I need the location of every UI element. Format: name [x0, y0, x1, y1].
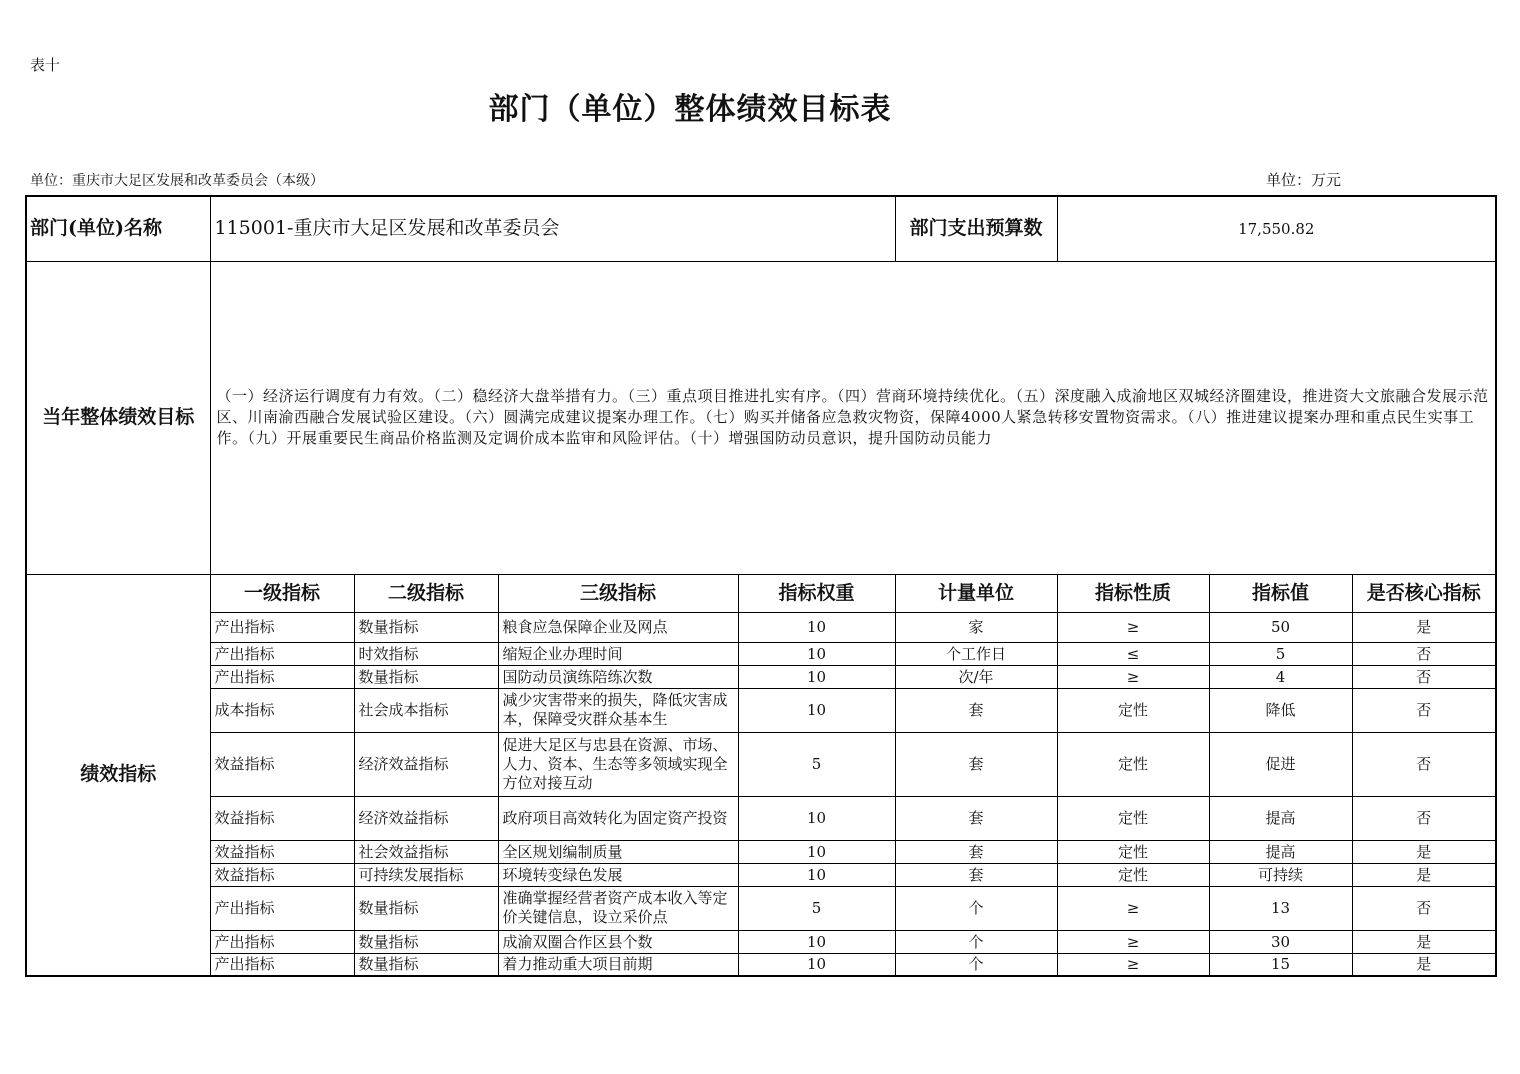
- cell-core: 是: [1352, 840, 1496, 863]
- table-row: [26, 688, 1496, 732]
- cell-nature: ≤: [1057, 642, 1209, 665]
- table-number: 表十: [30, 56, 61, 74]
- cell-unit: 套: [895, 732, 1057, 796]
- goal-label: 当年整体绩效目标: [26, 261, 210, 574]
- cell-unit: 个: [895, 953, 1057, 976]
- cell-core: 否: [1352, 796, 1496, 840]
- cell-unit: 套: [895, 688, 1057, 732]
- cell-level2: 数量指标: [354, 953, 498, 976]
- cell-level1: 效益指标: [210, 863, 354, 886]
- cell-level1: 产出指标: [210, 612, 354, 642]
- dept-name-value: 115001-重庆市大足区发展和改革委员会: [210, 196, 895, 261]
- column-header: 是否核心指标: [1352, 574, 1496, 612]
- cell-level3: 政府项目高效转化为固定资产投资: [498, 796, 738, 840]
- cell-weight: 10: [738, 612, 895, 642]
- cell-core: 否: [1352, 732, 1496, 796]
- cell-level1: 效益指标: [210, 796, 354, 840]
- cell-level3: 促进大足区与忠县在资源、市场、人力、资本、生态等多领域实现全方位对接互动: [498, 732, 738, 796]
- cell-weight: 10: [738, 840, 895, 863]
- cell-value: 30: [1209, 930, 1352, 953]
- cell-unit: 家: [895, 612, 1057, 642]
- cell-value: 可持续: [1209, 863, 1352, 886]
- cell-value: 5: [1209, 642, 1352, 665]
- cell-unit: 个: [895, 886, 1057, 930]
- column-header: 二级指标: [354, 574, 498, 612]
- table-row: [26, 642, 1496, 665]
- cell-level2: 社会效益指标: [354, 840, 498, 863]
- cell-unit: 套: [895, 863, 1057, 886]
- cell-level2: 数量指标: [354, 612, 498, 642]
- table-row: [26, 796, 1496, 840]
- budget-label: 部门支出预算数: [895, 196, 1057, 261]
- cell-nature: ≥: [1057, 665, 1209, 688]
- cell-value: 15: [1209, 953, 1352, 976]
- cell-unit: 套: [895, 840, 1057, 863]
- cell-core: 是: [1352, 930, 1496, 953]
- cell-weight: 5: [738, 732, 895, 796]
- cell-level3: 准确掌握经营者资产成本收入等定价关键信息，设立采价点: [498, 886, 738, 930]
- cell-level2: 可持续发展指标: [354, 863, 498, 886]
- cell-level1: 效益指标: [210, 732, 354, 796]
- dept-name-label: 部门(单位)名称: [26, 196, 210, 261]
- cell-level2: 数量指标: [354, 930, 498, 953]
- table-row: [26, 953, 1496, 976]
- cell-level1: 效益指标: [210, 840, 354, 863]
- cell-level2: 经济效益指标: [354, 732, 498, 796]
- cell-level2: 数量指标: [354, 886, 498, 930]
- cell-nature: ≥: [1057, 612, 1209, 642]
- table-row: [26, 665, 1496, 688]
- cell-level3: 缩短企业办理时间: [498, 642, 738, 665]
- cell-value: 提高: [1209, 796, 1352, 840]
- table-row: [26, 840, 1496, 863]
- cell-level3: 成渝双圈合作区县个数: [498, 930, 738, 953]
- cell-value: 13: [1209, 886, 1352, 930]
- cell-value: 50: [1209, 612, 1352, 642]
- column-header: 指标权重: [738, 574, 895, 612]
- column-header: 指标值: [1209, 574, 1352, 612]
- column-header: 一级指标: [210, 574, 354, 612]
- unit-currency: 单位：万元: [1266, 171, 1342, 189]
- cell-core: 否: [1352, 642, 1496, 665]
- cell-core: 否: [1352, 665, 1496, 688]
- cell-level1: 产出指标: [210, 930, 354, 953]
- column-header: 三级指标: [498, 574, 738, 612]
- cell-core: 是: [1352, 863, 1496, 886]
- cell-level2: 社会成本指标: [354, 688, 498, 732]
- cell-level1: 产出指标: [210, 642, 354, 665]
- cell-weight: 10: [738, 688, 895, 732]
- cell-level2: 时效指标: [354, 642, 498, 665]
- cell-value: 4: [1209, 665, 1352, 688]
- cell-level3: 粮食应急保障企业及网点: [498, 612, 738, 642]
- cell-value: 降低: [1209, 688, 1352, 732]
- table-row: [26, 886, 1496, 930]
- table-row: [26, 863, 1496, 886]
- cell-nature: 定性: [1057, 863, 1209, 886]
- cell-nature: 定性: [1057, 688, 1209, 732]
- cell-level1: 产出指标: [210, 886, 354, 930]
- performance-table: [25, 195, 1497, 977]
- cell-nature: ≥: [1057, 886, 1209, 930]
- budget-value: 17,550.82: [1057, 196, 1496, 261]
- cell-level1: 产出指标: [210, 665, 354, 688]
- table-row: [26, 732, 1496, 796]
- cell-nature: ≥: [1057, 930, 1209, 953]
- cell-unit: 个: [895, 930, 1057, 953]
- goal-text: （一）经济运行调度有力有效。（二）稳经济大盘举措有力。（三）重点项目推进扎实有序。（四）营商环境持续优化。（五）深度融入成渝地区双城经济圈建设，推进资大文旅融合发展示范区、川南渝西融合发展试验区建设。（六）圆满完成建议提案办理工作。（七）购买并储备应急救灾物资，保障4000人紧急转移安置物资需求。（八）推进建议提案办理和重点民生实事工作。（九）开展重要民生商品价格监测及定调价成本监审和风险评估。（十）增强国防动员意识，提升国防动员能力: [210, 261, 1496, 574]
- cell-level3: 着力推动重大项目前期: [498, 953, 738, 976]
- cell-level3: 环境转变绿色发展: [498, 863, 738, 886]
- cell-unit: 套: [895, 796, 1057, 840]
- table-row: [26, 930, 1496, 953]
- cell-unit: 个工作日: [895, 642, 1057, 665]
- cell-weight: 10: [738, 953, 895, 976]
- cell-weight: 10: [738, 863, 895, 886]
- cell-nature: ≥: [1057, 953, 1209, 976]
- cell-nature: 定性: [1057, 840, 1209, 863]
- perf-indicators-label: 绩效指标: [26, 574, 210, 976]
- cell-level1: 产出指标: [210, 953, 354, 976]
- cell-value: 提高: [1209, 840, 1352, 863]
- cell-level2: 经济效益指标: [354, 796, 498, 840]
- cell-core: 是: [1352, 612, 1496, 642]
- cell-level3: 全区规划编制质量: [498, 840, 738, 863]
- cell-weight: 5: [738, 886, 895, 930]
- column-header: 计量单位: [895, 574, 1057, 612]
- cell-level3: 减少灾害带来的损失，降低灾害成本，保障受灾群众基本生: [498, 688, 738, 732]
- cell-weight: 10: [738, 796, 895, 840]
- cell-core: 否: [1352, 886, 1496, 930]
- cell-core: 是: [1352, 953, 1496, 976]
- column-header: 指标性质: [1057, 574, 1209, 612]
- cell-weight: 10: [738, 642, 895, 665]
- cell-nature: 定性: [1057, 732, 1209, 796]
- cell-level2: 数量指标: [354, 665, 498, 688]
- cell-core: 否: [1352, 688, 1496, 732]
- cell-weight: 10: [738, 930, 895, 953]
- cell-unit: 次/年: [895, 665, 1057, 688]
- cell-level1: 成本指标: [210, 688, 354, 732]
- cell-weight: 10: [738, 665, 895, 688]
- cell-value: 促进: [1209, 732, 1352, 796]
- cell-nature: 定性: [1057, 796, 1209, 840]
- cell-level3: 国防动员演练陪练次数: [498, 665, 738, 688]
- page-title: 部门（单位）整体绩效目标表: [488, 92, 892, 127]
- table-row: [26, 612, 1496, 642]
- unit-organization: 单位：重庆市大足区发展和改革委员会（本级）: [30, 173, 324, 189]
